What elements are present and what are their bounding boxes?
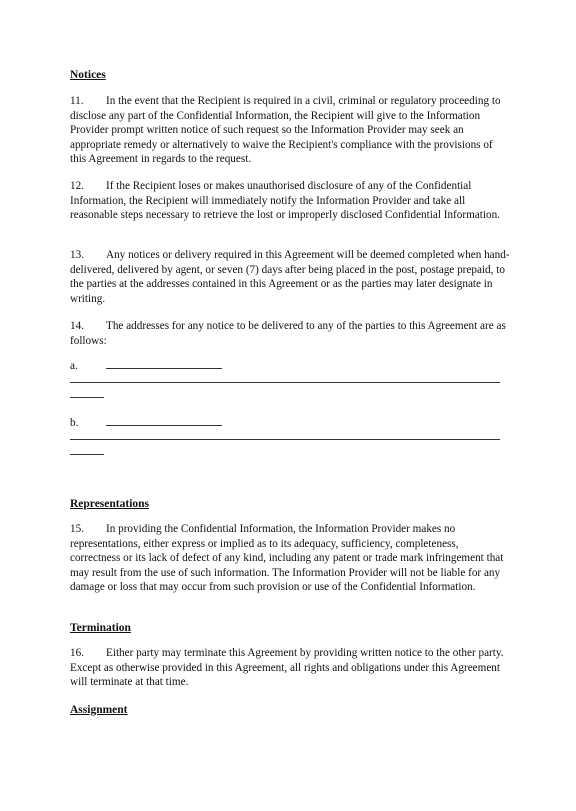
address-a-field-continued[interactable]	[70, 397, 104, 398]
clause-14	[70, 319, 510, 348]
clause-number: 12.	[70, 180, 84, 192]
clause-number: 14.	[70, 320, 84, 332]
clause-13	[70, 248, 510, 306]
clause-text: In providing the Confidential Information, the Information Provider makes no representations, either express or implied as to its adequacy, sufficiency, completeness, correctness or its lack of defect of any kind, including any patent or trade mark infringement that may result from the use of such information. The Information Provider will not be liable for any damage or loss that may occur from such provision or use of the Confidential Information.	[70, 523, 504, 594]
clause-text: If the Recipient loses or makes unauthorised disclosure of any of the Confidential Information, the Recipient will immediately notify the Information Provider and take all reasonable steps necessary to retrieve the lost or improperly disclosed Confidential Information.	[70, 180, 500, 222]
address-a-field[interactable]	[70, 382, 500, 383]
clause-number: 15.	[70, 523, 84, 535]
clause-number: 16.	[70, 647, 84, 659]
clause-12	[70, 179, 510, 223]
clause-11	[70, 94, 510, 167]
assignment-heading: Assignment	[70, 704, 128, 716]
clause-16	[70, 646, 510, 690]
clause-text: Any notices or delivery required in this Agreement will be deemed completed when hand-delivered, delivered by agent, or seven (7) days after being placed in the post, postage prepaid, to the parties at the addresses contained in this Agreement or as the parties may later designate in writing.	[70, 249, 510, 305]
address-label: a.	[70, 360, 78, 372]
representations-heading: Representations	[70, 498, 150, 510]
termination-heading: Termination	[70, 622, 131, 634]
address-a-name-field[interactable]	[106, 358, 222, 369]
clause-text: The addresses for any notice to be delivered to any of the parties to this Agreement are as follows:	[70, 320, 506, 347]
address-b-line	[70, 415, 222, 430]
clause-text: In the event that the Recipient is required in a civil, criminal or regulatory proceeding to disclose any part of the Confidential Information, the Recipient will give to the Information Provider prompt written notice of such request so the Information Provider may seek an appropriate remedy or alternatively to waive the Recipient's compliance with the provisions of this Agreement in regards to the request.	[70, 95, 501, 166]
address-label: b.	[70, 417, 79, 429]
clause-15	[70, 522, 510, 595]
address-b-field[interactable]	[70, 439, 500, 440]
address-a-line	[70, 358, 222, 373]
address-b-field-continued[interactable]	[70, 454, 104, 455]
address-b-name-field[interactable]	[106, 415, 222, 426]
clause-text: Either party may terminate this Agreement by providing written notice to the other party. Except as otherwise provided in this Agreement, all rights and obligations under this Agreement will terminate at that time.	[70, 647, 504, 689]
clause-number: 13.	[70, 249, 84, 261]
clause-number: 11.	[70, 95, 84, 107]
notices-heading: Notices	[70, 69, 106, 81]
